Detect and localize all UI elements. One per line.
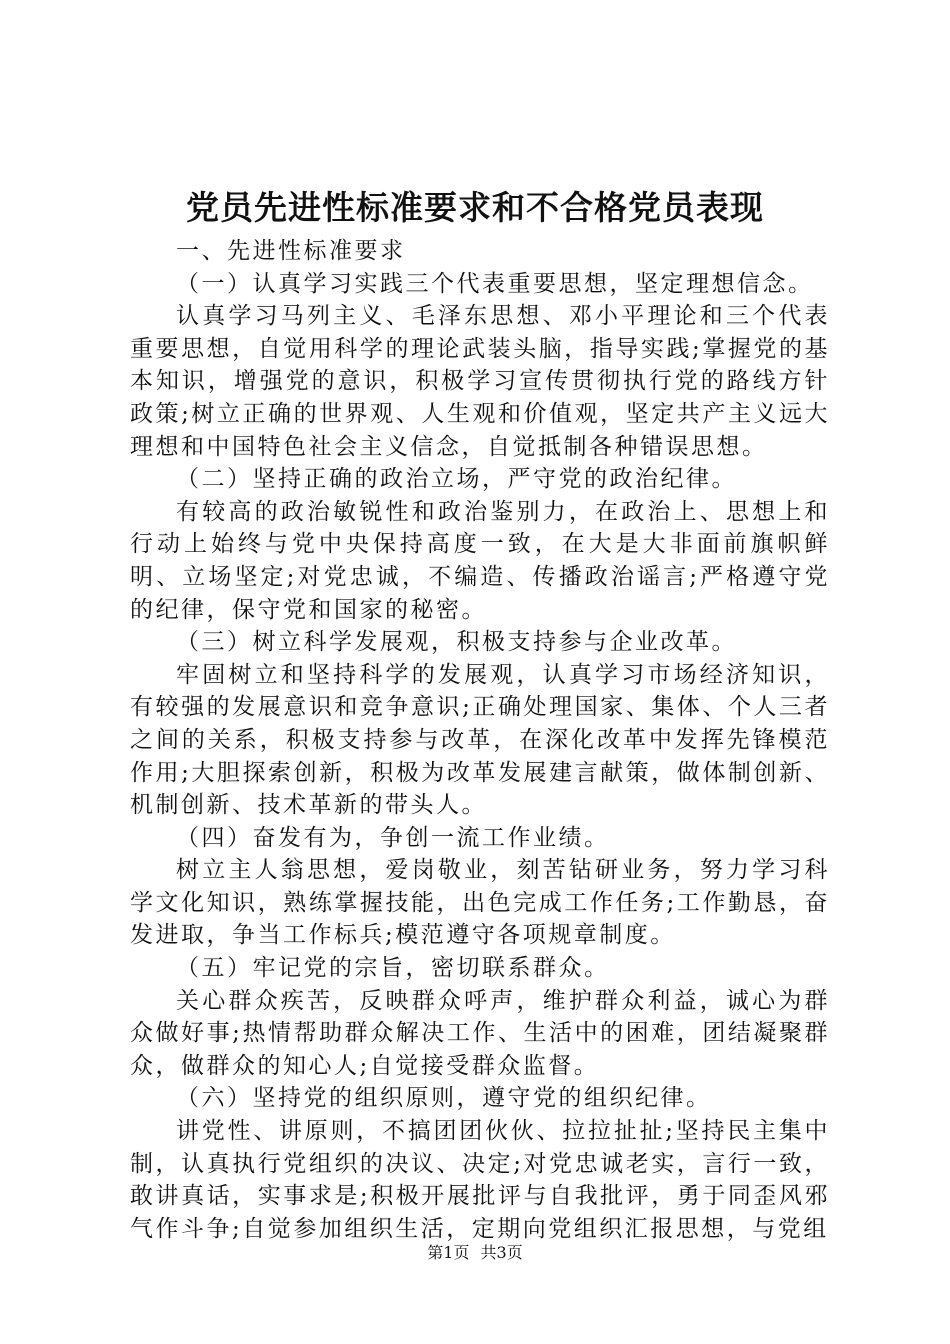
subsection-heading: （三）树立科学发展观，积极支持参与企业改革。	[176, 629, 737, 656]
page-total: 共3页	[480, 1243, 523, 1262]
section-heading: 一、先进性标准要求	[176, 238, 406, 264]
page-footer	[0, 1242, 950, 1264]
body-paragraph: 讲党性、讲原则，不搞团团伙伙、拉拉扯扯;坚持民主集中制，认真执行党组织的决议、决定;对党忠诚老实，言行一致，敢讲真话，实事求是;积极开展批评与自我批评，勇于同歪风邪气作斗争;自觉参加组织生活，定期向党组织汇报思想，与党组	[130, 1118, 830, 1242]
subsection-heading: （四）奋发有为，争创一流工作业绩。	[176, 824, 610, 851]
body-paragraph: 树立主人翁思想，爱岗敬业，刻苦钻研业务，努力学习科学文化知识，熟练掌握技能，出色完成工作任务;工作勤恳，奋发进取，争当工作标兵;模范遵守各项规章制度。	[130, 857, 830, 949]
document-body	[130, 235, 830, 1245]
page-number: 第1页	[427, 1243, 470, 1262]
document-title: 党员先进性标准要求和不合格党员表现	[186, 188, 764, 227]
body-paragraph: 牢固树立和坚持科学的发展观，认真学习市场经济知识，有较强的发展意识和竞争意识;正确处理国家、集体、个人三者之间的关系，积极支持参与改革，在深化改革中发挥先锋模范作用;大胆探索创新，积极为改革发展建言献策，做体制创新、机制创新、技术革新的带头人。	[130, 661, 830, 819]
subsection-heading: （六）坚持党的组织原则，遵守党的组织纪律。	[176, 1085, 712, 1112]
body-paragraph: 认真学习马列主义、毛泽东思想、邓小平理论和三个代表重要思想，自觉用科学的理论武装头脑，指导实践;掌握党的基本知识，增强党的意识，积极学习宣传贯彻执行党的路线方针政策;树立正确的世界观、人生观和价值观，坚定共产主义远大理想和中国特色社会主义信念，自觉抵制各种错误思想。	[130, 303, 830, 460]
subsection-heading: （二）坚持正确的政治立场，严守党的政治纪律。	[176, 466, 737, 493]
subsection-heading: （一）认真学习实践三个代表重要思想，坚定理想信念。	[176, 270, 814, 297]
body-paragraph: 有较高的政治敏锐性和政治鉴别力，在政治上、思想上和行动上始终与党中央保持高度一致，在大是大非面前旗帜鲜明、立场坚定;对党忠诚，不编造、传播政治谣言;严格遵守党的纪律，保守党和国家的秘密。	[130, 498, 830, 623]
subsection-heading: （五）牢记党的宗旨，密切联系群众。	[176, 955, 610, 982]
body-paragraph: 关心群众疾苦，反映群众呼声，维护群众利益，诚心为群众做好事;热情帮助群众解决工作、生活中的困难，团结凝聚群众，做群众的知心人;自觉接受群众监督。	[130, 987, 830, 1079]
